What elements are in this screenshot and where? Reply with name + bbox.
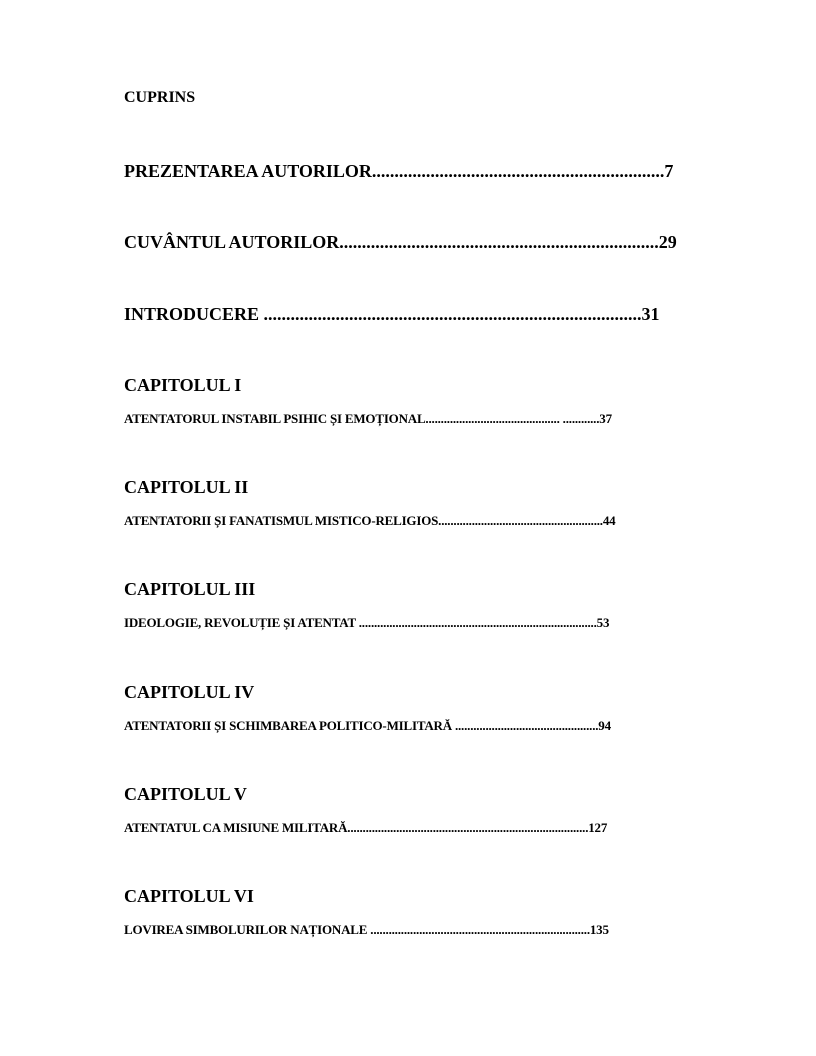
chapter-heading-4: CAPITOLUL IV xyxy=(124,682,255,702)
toc-entry-cuvantul-autorilor: CUVÂNTUL AUTORILOR.......................................................................29 xyxy=(124,232,677,252)
chapter-heading-2: CAPITOLUL II xyxy=(124,477,249,497)
toc-title: CUPRINS xyxy=(124,89,196,106)
chapter-entry-1: ATENTATORUL INSTABIL PSIHIC ȘI EMOȚIONAL............................................ ............37 xyxy=(124,411,612,426)
chapter-entry-4: ATENTATORII ȘI SCHIMBAREA POLITICO-MILITARĂ ...............................................94 xyxy=(124,718,611,733)
chapter-entry-5: ATENTATUL CA MISIUNE MILITARĂ...............................................................................127 xyxy=(124,820,608,835)
chapter-entry-3: IDEOLOGIE, REVOLUȚIE ȘI ATENTAT ..............................................................................53 xyxy=(124,615,610,630)
chapter-heading-1: CAPITOLUL I xyxy=(124,375,242,395)
chapter-heading-5: CAPITOLUL V xyxy=(124,784,247,804)
toc-entry-prezentarea-autorilor: PREZENTAREA AUTORILOR.................................................................7 xyxy=(124,161,674,181)
chapter-heading-3: CAPITOLUL III xyxy=(124,579,256,599)
chapter-entry-2: ATENTATORII ȘI FANATISMUL MISTICO-RELIGIOS......................................................44 xyxy=(124,513,616,528)
chapter-entry-6: LOVIREA SIMBOLURILOR NAȚIONALE ........................................................................135 xyxy=(124,922,609,937)
toc-entry-introducere: INTRODUCERE ....................................................................................31 xyxy=(124,304,660,324)
chapter-heading-6: CAPITOLUL VI xyxy=(124,886,254,906)
